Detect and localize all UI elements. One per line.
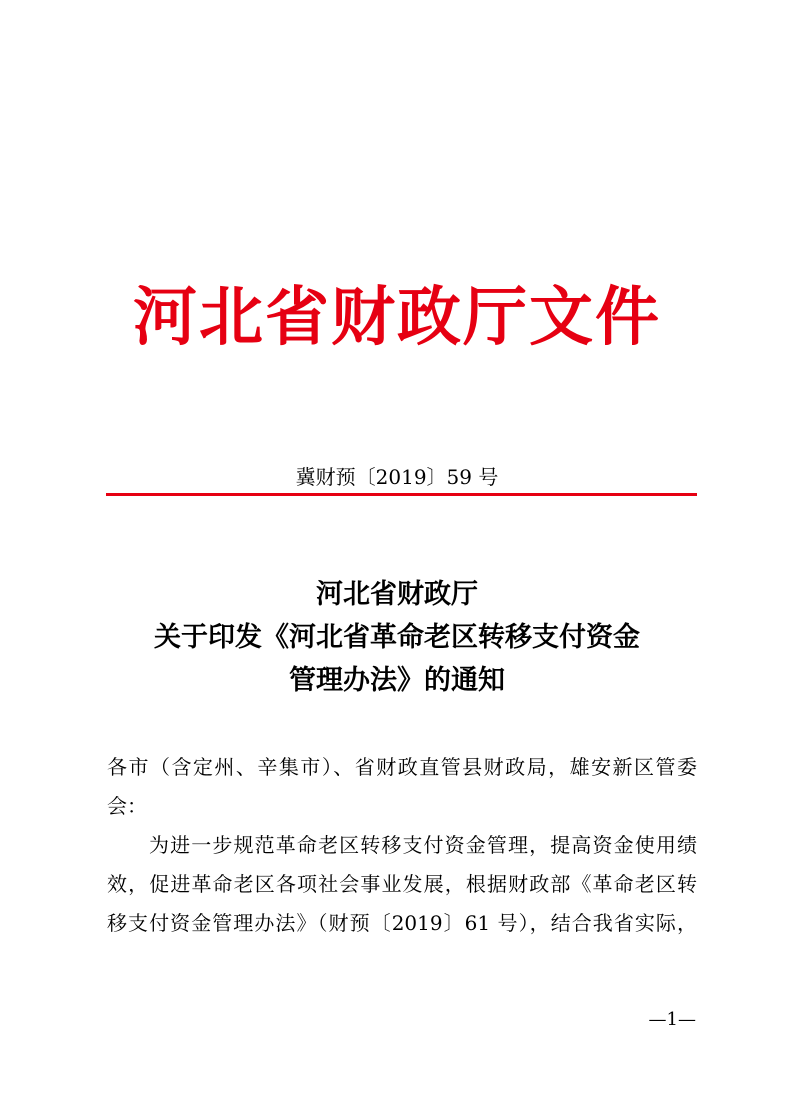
document-header-title: 河北省财政厅文件 bbox=[133, 280, 661, 355]
page-number: —1— bbox=[648, 1009, 696, 1030]
body-line-paragraph: 效，促进革命老区各项社会事业发展，根据财政部《革命老区转 bbox=[107, 872, 697, 896]
body-line-paragraph: 移支付资金管理办法》（财预〔2019〕61 号），结合我省实际， bbox=[107, 911, 697, 935]
document-title-line: 关于印发《河北省革命老区转移支付资金 bbox=[154, 622, 640, 653]
document-title bbox=[0, 573, 794, 702]
body-line-addressee-end: 会： bbox=[107, 794, 147, 818]
document-title-line: 河北省财政厅 bbox=[316, 579, 478, 610]
document-title-line: 管理办法》的通知 bbox=[289, 665, 505, 696]
body-line-addressee: 各市（含定州、辛集市）、省财政直管县财政局，雄安新区管委 bbox=[107, 755, 697, 779]
document-number: 冀财预〔2019〕59 号 bbox=[295, 465, 499, 489]
body-line-paragraph: 为进一步规范革命老区转移支付资金管理，提高资金使用绩 bbox=[149, 833, 697, 857]
document-body bbox=[107, 748, 697, 943]
red-divider-line bbox=[106, 493, 697, 496]
